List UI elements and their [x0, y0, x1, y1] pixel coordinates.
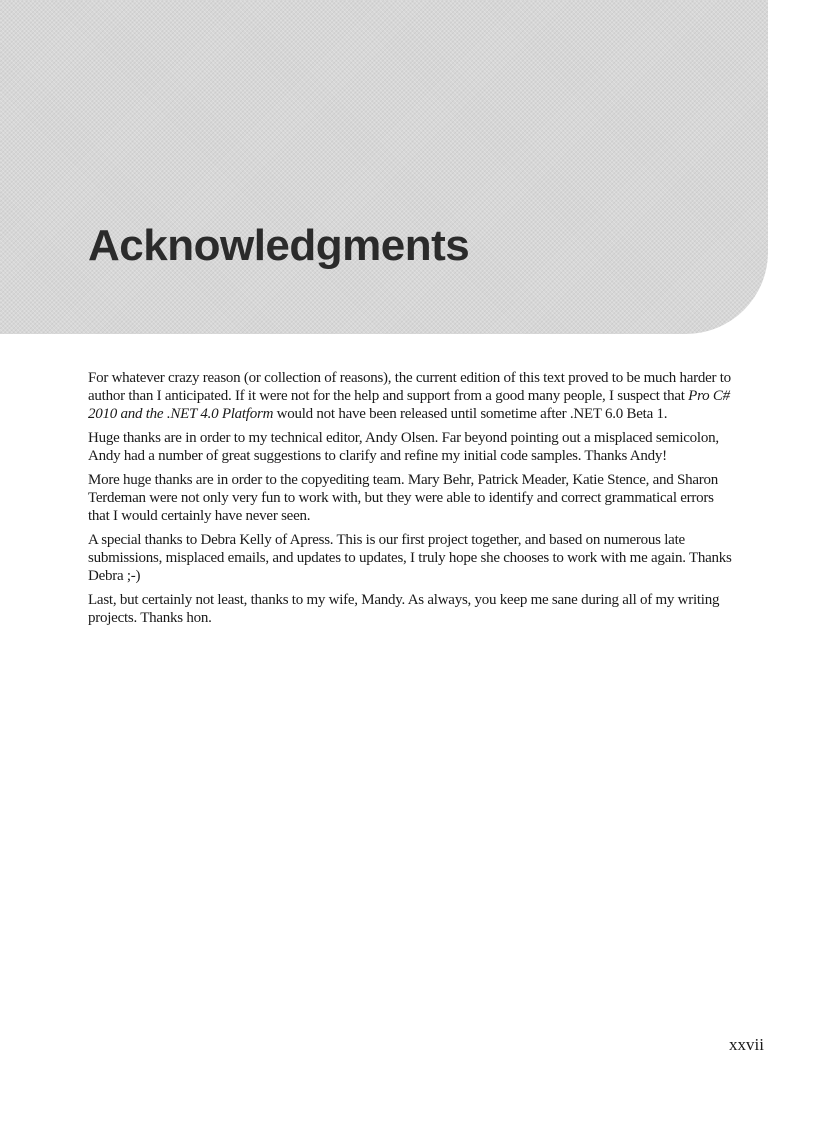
paragraph-apress-thanks: A special thanks to Debra Kelly of Apress. This is our first project together, and based on numerous late submissions, misplaced emails, and updates to updates, I truly hope she chooses to work with me again. Thanks Debra ;-): [88, 532, 732, 584]
paragraph-copyediting-team: More huge thanks are in order to the copyediting team. Mary Behr, Patrick Meader, Katie Stence, and Sharon Terdeman were not only very fun to work with, but they were able to identify and correct grammatical errors that I would certainly have never seen.: [88, 472, 719, 524]
paragraph-technical-editor: Huge thanks are in order to my technical editor, Andy Olsen. Far beyond pointing out a misplaced semicolon, Andy had a number of great suggestions to clarify and refine my initial code samples. Thanks Andy!: [88, 430, 719, 464]
paragraph-intro-before: For whatever crazy reason (or collection of reasons), the current edition of this text proved to be much harder to author than I anticipated. If it were not for the help and support from a good many people, I suspect that: [88, 370, 731, 404]
chapter-header-band: [0, 0, 768, 334]
book-title-italic: Pro C# 2010 and the .NET 4.0 Platform: [88, 388, 730, 422]
chapter-title: Acknowledgments: [88, 221, 470, 270]
paragraph-family-thanks: Last, but certainly not least, thanks to my wife, Mandy. As always, you keep me sane during all of my writing projects. Thanks hon.: [88, 592, 720, 626]
body-text: [88, 369, 738, 633]
paragraph-intro-after: would not have been released until sometime after .NET 6.0 Beta 1.: [273, 406, 668, 422]
paragraph-intro: [88, 369, 738, 423]
page-number: xxvii: [729, 1035, 764, 1054]
